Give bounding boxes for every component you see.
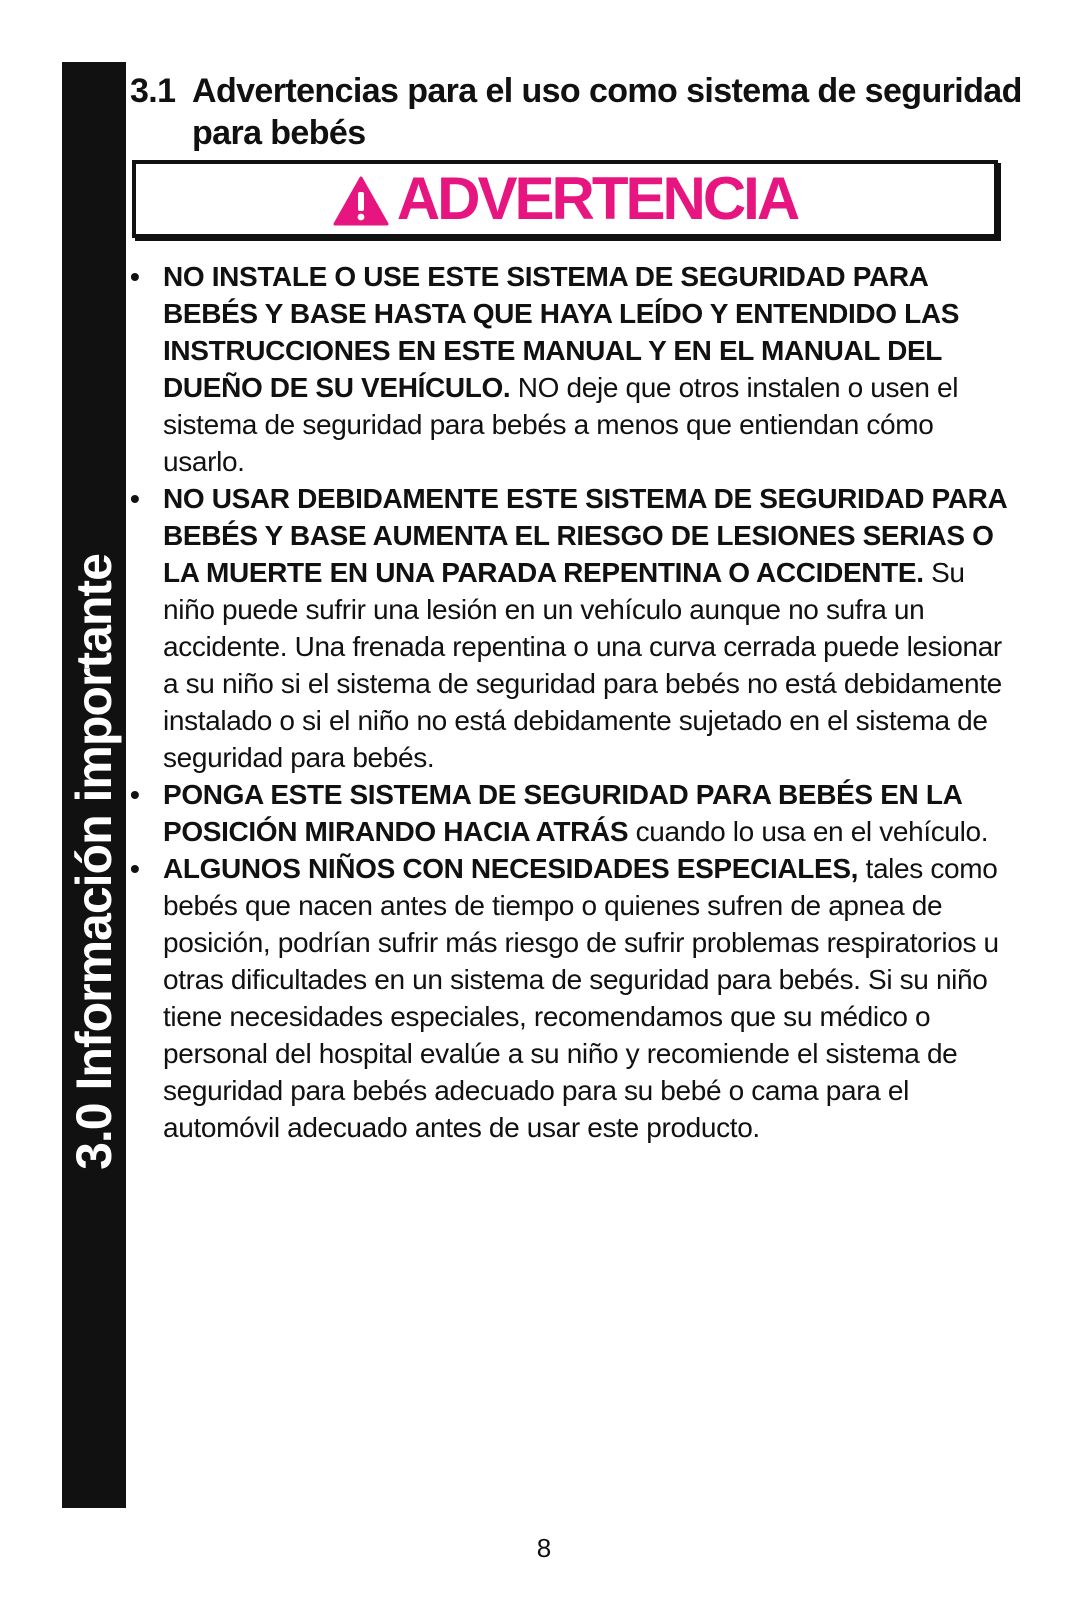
warning-item-text: NO deje que otros instalen o usen el sistema de seguridad para bebés a menos que entiendan cómo usarlo.	[163, 372, 959, 477]
section-title: Advertencias para el uso como sistema de seguridad para bebés	[192, 72, 1022, 152]
bullet-icon: •	[130, 483, 140, 514]
warning-triangle-icon	[333, 175, 389, 227]
warning-item-bold: NO INSTALE O USE ESTE SISTEMA DE SEGURIDAD PARA BEBÉS Y BASE HASTA QUE HAYA LEÍDO Y ENTENDIDO LAS INSTRUCCIONES EN ESTE MANUAL Y EN EL MANUAL DEL DUEÑO DE SU VEHÍCULO.	[163, 261, 960, 403]
bullet-icon: •	[130, 853, 140, 884]
warning-item-bold: PONGA ESTE SISTEMA DE SEGURIDAD PARA BEBÉS EN LA POSICIÓN MIRANDO HACIA ATRÁS	[163, 779, 962, 847]
warning-item-text: Su niño puede sufrir una lesión en un vehículo aunque no sufra un accidente. Una frenada repentina o una curva cerrada puede lesionar a su niño si el sistema de seguridad para bebés no está debidamente instalado o si el niño no está debidamente sujetado en el sistema de seguridad para bebés.	[163, 557, 1002, 773]
section-heading	[130, 70, 1030, 154]
page-number: 8	[536, 1533, 552, 1563]
warning-item	[130, 480, 1010, 776]
warning-item	[130, 258, 1010, 480]
warning-item-bold: NO USAR DEBIDAMENTE ESTE SISTEMA DE SEGURIDAD PARA BEBÉS Y BASE AUMENTA EL RIESGO DE LESIONES SERIAS O LA MUERTE EN UNA PARADA REPENTINA O ACCIDENTE.	[163, 483, 1007, 588]
warning-item-text: tales como bebés que nacen antes de tiempo o quienes sufren de apnea de posición, podrían sufrir más riesgo de sufrir problemas respiratorios u otras dificultades en un sistema de seguridad para bebés. Si su niño tiene necesidades especiales, recomendamos que su médico o personal del hospital evalúe a su niño y recomiende el sistema de seguridad para bebés adecuado para su bebé o cama para el automóvil adecuado antes de usar este producto.	[163, 853, 999, 1143]
bullet-icon: •	[130, 779, 140, 810]
bullet-icon: •	[130, 261, 140, 292]
section-side-tab	[62, 62, 126, 1508]
warning-label: ADVERTENCIA	[396, 165, 798, 232]
warning-list	[130, 258, 1010, 1146]
section-number: 3.1	[130, 72, 176, 110]
side-tab-label: 3.0 Información importante	[66, 554, 122, 1170]
warning-item-text: cuando lo usa en el vehículo.	[628, 816, 989, 847]
warning-item-bold: ALGUNOS NIÑOS CON NECESIDADES ESPECIALES,	[163, 853, 859, 884]
warning-item	[130, 850, 1010, 1146]
warning-banner	[132, 160, 998, 238]
warning-item	[130, 776, 1010, 850]
